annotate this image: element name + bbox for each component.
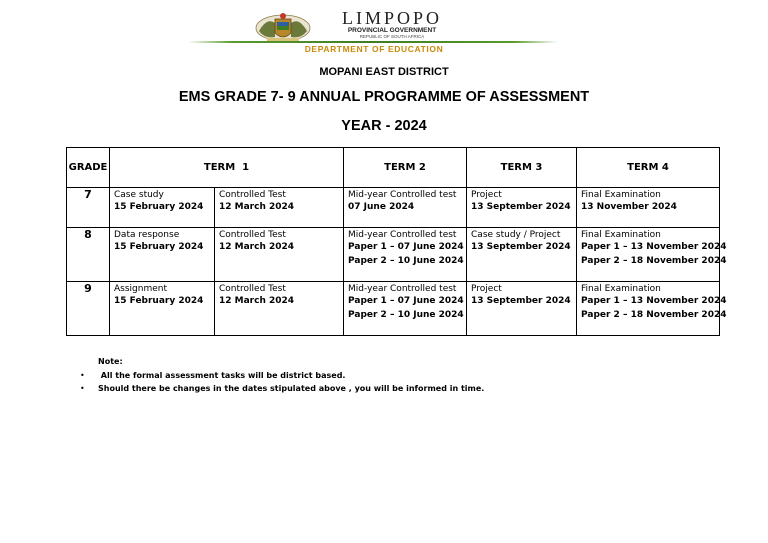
task-label: Final Examination <box>581 284 661 294</box>
grade-cell: 8 <box>67 228 110 282</box>
task-label: Mid-year Controlled test <box>348 190 457 200</box>
term1-task-a <box>110 228 215 282</box>
task-label: Final Examination <box>581 230 661 240</box>
task-label: Final Examination <box>581 190 661 200</box>
term3-task <box>467 188 577 228</box>
term3-task <box>467 282 577 336</box>
task-date: 15 February 2024 <box>114 202 204 212</box>
term1-task-a <box>110 188 215 228</box>
note-text: All the formal assessment tasks will be district based. <box>98 371 346 380</box>
task-date: Paper 1 – 07 June 2024 <box>348 242 464 252</box>
term1-task-b <box>215 188 344 228</box>
term3-task <box>467 228 577 282</box>
task-date: Paper 2 – 18 November 2024 <box>581 255 727 266</box>
task-date: 13 September 2024 <box>471 202 571 212</box>
task-date: 12 March 2024 <box>219 242 295 252</box>
task-date: 15 February 2024 <box>114 242 204 252</box>
document-title: EMS GRADE 7- 9 ANNUAL PROGRAMME OF ASSESSMENT <box>178 89 590 105</box>
task-label: Assignment <box>114 284 167 294</box>
year-line: YEAR - 2024 <box>341 118 427 134</box>
task-label: Mid-year Controlled test <box>348 284 457 294</box>
term4-task <box>577 188 720 228</box>
header-term-2: TERM 2 <box>344 148 467 188</box>
org-name: LIMPOPO <box>341 8 442 28</box>
task-label: Case study <box>114 190 164 200</box>
task-date: Paper 1 – 07 June 2024 <box>348 296 464 306</box>
table-row <box>67 188 720 228</box>
task-date: 13 November 2024 <box>581 202 677 212</box>
org-country: REPUBLIC OF SOUTH AFRICA <box>359 34 425 39</box>
task-date: 13 September 2024 <box>471 296 571 306</box>
letterhead <box>0 0 768 60</box>
task-label: Controlled Test <box>219 190 286 200</box>
task-label: Case study / Project <box>471 230 561 240</box>
department-name: DEPARTMENT OF EDUCATION <box>304 44 444 54</box>
term2-task <box>344 188 467 228</box>
bullet-icon: • <box>80 384 85 393</box>
term2-task <box>344 282 467 336</box>
bullet-icon: • <box>80 371 85 380</box>
table-row <box>67 228 720 282</box>
header-term-1: TERM 1 <box>110 148 344 188</box>
task-date: 15 February 2024 <box>114 296 204 306</box>
task-date: Paper 1 – 13 November 2024 <box>581 296 727 306</box>
term4-task <box>577 228 727 282</box>
term4-task <box>577 282 727 336</box>
district-name: MOPANI EAST DISTRICT <box>319 66 449 78</box>
task-date: Paper 2 – 10 June 2024 <box>348 255 464 266</box>
task-label: Mid-year Controlled test <box>348 230 457 240</box>
grade-cell: 9 <box>67 282 110 336</box>
note-label: Note: <box>98 357 123 366</box>
term2-task <box>344 228 467 282</box>
task-date: 12 March 2024 <box>219 296 295 306</box>
task-label: Data response <box>114 230 180 240</box>
task-date: Paper 1 – 13 November 2024 <box>581 242 727 252</box>
task-date: Paper 2 – 18 November 2024 <box>581 309 727 320</box>
note-text: Should there be changes in the dates stipulated above , you will be informed in time. <box>98 384 485 393</box>
term1-task-b <box>215 282 344 336</box>
grade-cell: 7 <box>67 188 110 228</box>
term1-task-b <box>215 228 344 282</box>
task-date: Paper 2 – 10 June 2024 <box>348 309 464 320</box>
org-subtitle: PROVINCIAL GOVERNMENT <box>347 27 437 34</box>
term1-task-a <box>110 282 215 336</box>
coat-of-arms-icon <box>253 11 313 43</box>
task-label: Project <box>471 190 502 200</box>
table-row <box>67 282 720 336</box>
task-date: 13 September 2024 <box>471 242 571 252</box>
table-header-row <box>67 148 720 188</box>
header-grade: GRADE <box>67 148 110 188</box>
task-date: 07 June 2024 <box>348 202 415 212</box>
task-label: Controlled Test <box>219 230 286 240</box>
task-label: Controlled Test <box>219 284 286 294</box>
task-date: 12 March 2024 <box>219 202 295 212</box>
header-term-3: TERM 3 <box>467 148 577 188</box>
assessment-table <box>66 147 727 336</box>
header-divider <box>188 41 558 43</box>
header-term-4: TERM 4 <box>577 148 720 188</box>
task-label: Project <box>471 284 502 294</box>
